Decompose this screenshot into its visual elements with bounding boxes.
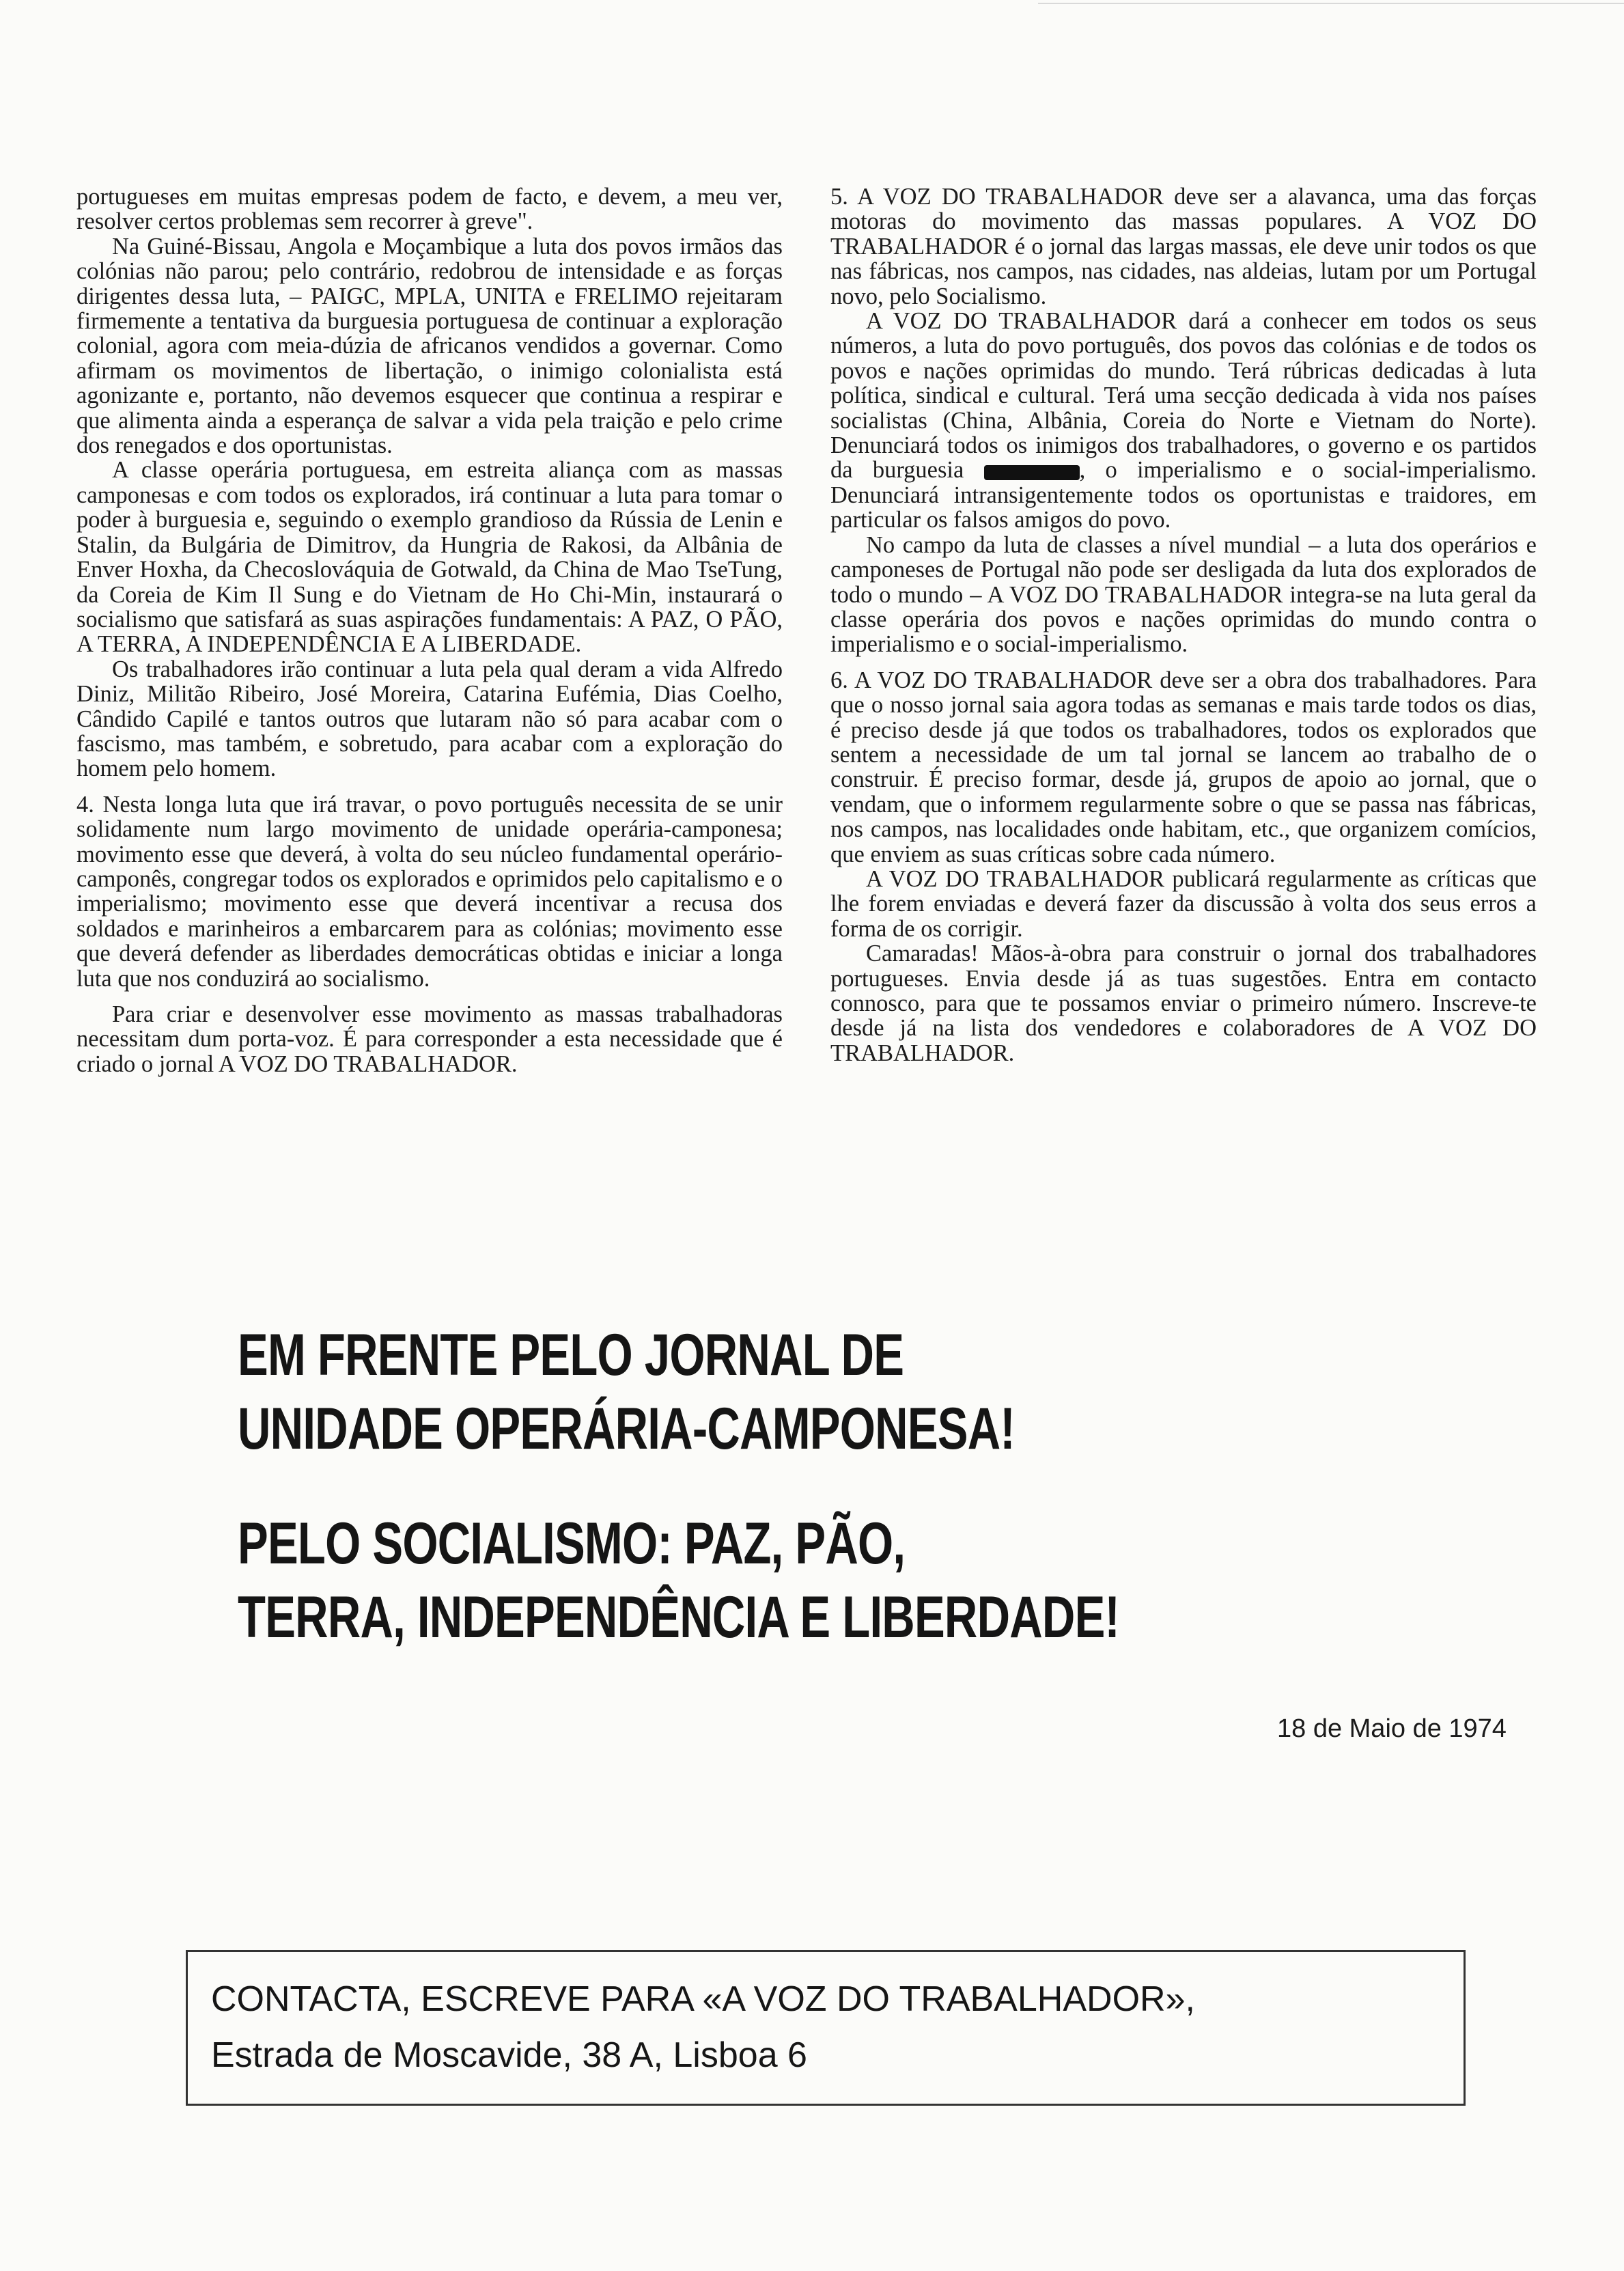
paragraph: Na Guiné-Bissau, Angola e Moçambique a luta dos povos irmãos das colónias não parou; pelo contrário, redobrou de intensidade e as forças dirigentes dessa luta, – PAIGC, MPLA, UNITA e FRELIMO rejeitaram firmemente a tentativa da burguesia portuguesa de continuar a exploração colonial, agora com meia-dúzia de africanos vendidos a governar. Como afirmam os movimentos de libertação, o inimigo colonialista está agonizante e, portanto, não devemos esquecer que continua a respirar e que alimenta ainda a esperança de salvar a vida pela traição e pelo crime dos renegados e dos oportunistas. bbox=[76, 233, 783, 459]
paragraph-text: A VOZ DO TRABALHADOR dará a conhecer em todos os seus números, a luta do povo português, dos povos das colónias e de todos os povos e nações oprimidas do mundo. Terá rúbricas dedicadas à luta política, sindical e cultural. Terá uma secção dedicada à vida nos países socialistas (China, Albânia, Coreia do Norte e Vietnam do Norte). Denunciará todos os inimigos dos trabalhadores, o governo e os partidos da burguesia bbox=[830, 308, 1537, 484]
slogan-line: UNIDADE OPERÁRIA-CAMPONESA! bbox=[238, 1396, 1015, 1462]
slogan-line: EM FRENTE PELO JORNAL DE bbox=[238, 1322, 904, 1388]
left-column bbox=[76, 184, 783, 1076]
paragraph: No campo da luta de classes a nível mundial – a luta dos operários e camponeses de Portugal não pode ser desligada da luta dos explorados de todo o mundo – A VOZ DO TRABALHADOR integra-se na luta geral da classe operária dos povos e nações oprimidas do mundo contra o imperialismo e o social-imperialismo. bbox=[830, 531, 1537, 658]
contact-line: CONTACTA, ESCREVE PARA «A VOZ DO TRABALHADOR», bbox=[211, 1979, 1195, 2019]
slogans bbox=[238, 1318, 1250, 1654]
date: 18 de Maio de 1974 bbox=[1277, 1714, 1507, 1743]
paragraph: A VOZ DO TRABALHADOR publicará regularmente as críticas que lhe forem enviadas e deverá fazer da discussão à volta dos seus erros a forma de os corrigir. bbox=[830, 865, 1537, 942]
section-5-paragraph: 5. A VOZ DO TRABALHADOR deve ser a alavanca, uma das forças motoras do movimento das massas populares. A VOZ DO TRABALHADOR é o jornal das largas massas, ele deve unir todos os que nas fábricas, nos campos, nas cidades, nas aldeias, lutam por um Portugal novo, pelo Socialismo. bbox=[830, 184, 1537, 309]
paragraph: Para criar e desenvolver esse movimento as massas trabalhadoras necessitam dum porta-voz. É para corresponder a esta necessidade que é criado o jornal A VOZ DO TRABALHADOR. bbox=[76, 1001, 783, 1077]
section-4-paragraph: 4. Nesta longa luta que irá travar, o povo português necessita de se unir solidamente num largo movimento de unidade operária-camponesa; movimento esse que deverá, à volta do seu núcleo fundamental operário-camponês, congregar todos os explorados e oprimidos pelo capitalismo e o imperialismo; movimento esse que deverá incentivar a recusa dos soldados e marinheiros a embarcarem para as colónias; movimento esse que deverá defender as liberdades democráticas obtidas e iniciar a longa luta que nos conduzirá ao socialismo. bbox=[76, 791, 783, 992]
paragraph: portugueses em muitas empresas podem de facto, e devem, a meu ver, resolver certos problemas sem recorrer à greve". bbox=[76, 184, 783, 235]
right-column bbox=[830, 184, 1537, 1065]
paragraph: A classe operária portuguesa, em estreita aliança com as massas camponesas e com todos os explorados, irá continuar a luta para tomar o poder à burguesia e, seguindo o exemplo grandioso da Rússia de Lenin e Stalin, da Bulgária de Dimitrov, da Hungria de Rakosi, da Albânia de Enver Hoxha, da Checoslováquia de Gotwald, da China de Mao TseTung, da Coreia de Kim Il Sung e do Vietnam de Ho Chi-Min, instaurará o socialismo que satisfará as suas aspirações fundamentais: A PAZ, O PÃO, A TERRA, A INDEPENDÊNCIA E A LIBERDADE. bbox=[76, 457, 783, 658]
slogan-line: TERRA, INDEPENDÊNCIA E LIBERDADE! bbox=[238, 1585, 1120, 1650]
paragraph-text: , o imperialismo e o social-imperialismo. Denunciará intransigentemente todos os oportunistas e traidores, em particular os falsos amigos do povo. bbox=[830, 457, 1537, 533]
paragraph bbox=[830, 309, 1537, 533]
top-edge-line bbox=[1038, 3, 1624, 4]
contact-text bbox=[211, 1971, 1195, 2083]
paragraph: Os trabalhadores irão continuar a luta pela qual deram a vida Alfredo Diniz, Militão Ribeiro, José Moreira, Catarina Eufémia, Dias Coelho, Cândido Capilé e tantos outros que lutaram não só para acabar com o fascismo, mas também, e sobretudo, para acabar com a exploração do homem pelo homem. bbox=[76, 656, 783, 782]
slogan-line: PELO SOCIALISMO: PAZ, PÃO, bbox=[238, 1511, 906, 1576]
section-6-paragraph: 6. A VOZ DO TRABALHADOR deve ser a obra dos trabalhadores. Para que o nosso jornal saia agora todas as semanas e mais tarde todos os dias, é preciso desde já que todos os trabalhadores, todos os explorados que sentem a necessidade de um tal jornal se lancem ao trabalho de o construir. É preciso formar, desde já, grupos de apoio ao jornal, que o vendam, que o informem regularmente sobre o que se passa nas fábricas, nos campos, nas localidades onde habitam, etc., que organizem comícios, que enviem as suas críticas sobre cada número. bbox=[830, 667, 1537, 867]
contact-box bbox=[186, 1950, 1466, 2106]
redaction-mark bbox=[984, 465, 1080, 480]
contact-address: Estrada de Moscavide, 38 A, Lisboa 6 bbox=[211, 2035, 807, 2075]
paragraph: Camaradas! Mãos-à-obra para construir o jornal dos trabalhadores portugueses. Envia desde já as tuas sugestões. Entra em contacto connosco, para que te possamos enviar o primeiro número. Inscreve-te desde já na lista dos vendedores e colaboradores de A VOZ DO TRABALHADOR. bbox=[830, 941, 1537, 1066]
